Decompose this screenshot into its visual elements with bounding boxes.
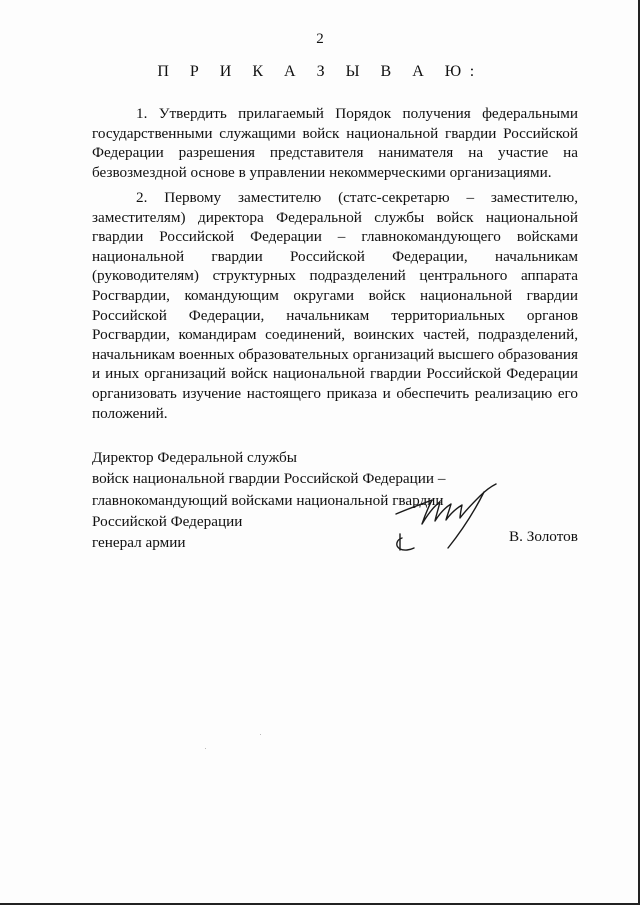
order-paragraph-1: 1. Утвердить прилагаемый Порядок получения федеральными государственными служащими войск национальной гвардии Российской Федерации разрешения представителя нанимателя на участие на безвозмездной основе в управлении некоммерческими организациями.	[92, 105, 578, 181]
order-heading: П Р И К А З Ы В А Ю:	[157, 63, 483, 80]
order-paragraph-2: 2. Первому заместителю (статс-секретарю – заместителю, заместителям) директора Федеральной службы войск национальной гвардии Российской Федерации – главнокомандующего войсками национальной гвардии Российской Федерации, начальникам (руководителям) структурных подразделений центрального аппарата Росгвардии, командующим округами войск национальной гвардии Российской Федерации, начальникам территориальных органов Росгвардии, командирам соединений, воинских частей, подразделений, начальникам военных образовательных организаций высшего образования и иных организаций войск национальной гвардии Российской Федерации организовать изучение настоящего приказа и обеспечить реализацию его положений.	[92, 189, 578, 422]
handwritten-signature	[388, 478, 508, 560]
page-number: 2	[316, 31, 324, 47]
signatory-title-line-4: Российской Федерации	[92, 512, 243, 530]
scan-speck	[205, 748, 206, 749]
signatory-title-line-2: войск национальной гвардии Российской Федерации –	[92, 470, 446, 488]
signatory-name: В. Золотов	[509, 528, 578, 545]
signatory-rank: генерал армии	[92, 534, 186, 552]
signatory-title-line-3: главнокомандующий войсками национальной гвардии	[92, 491, 444, 509]
signatory-title-line-1: Директор Федеральной службы	[92, 449, 297, 466]
scan-speck	[260, 734, 261, 735]
